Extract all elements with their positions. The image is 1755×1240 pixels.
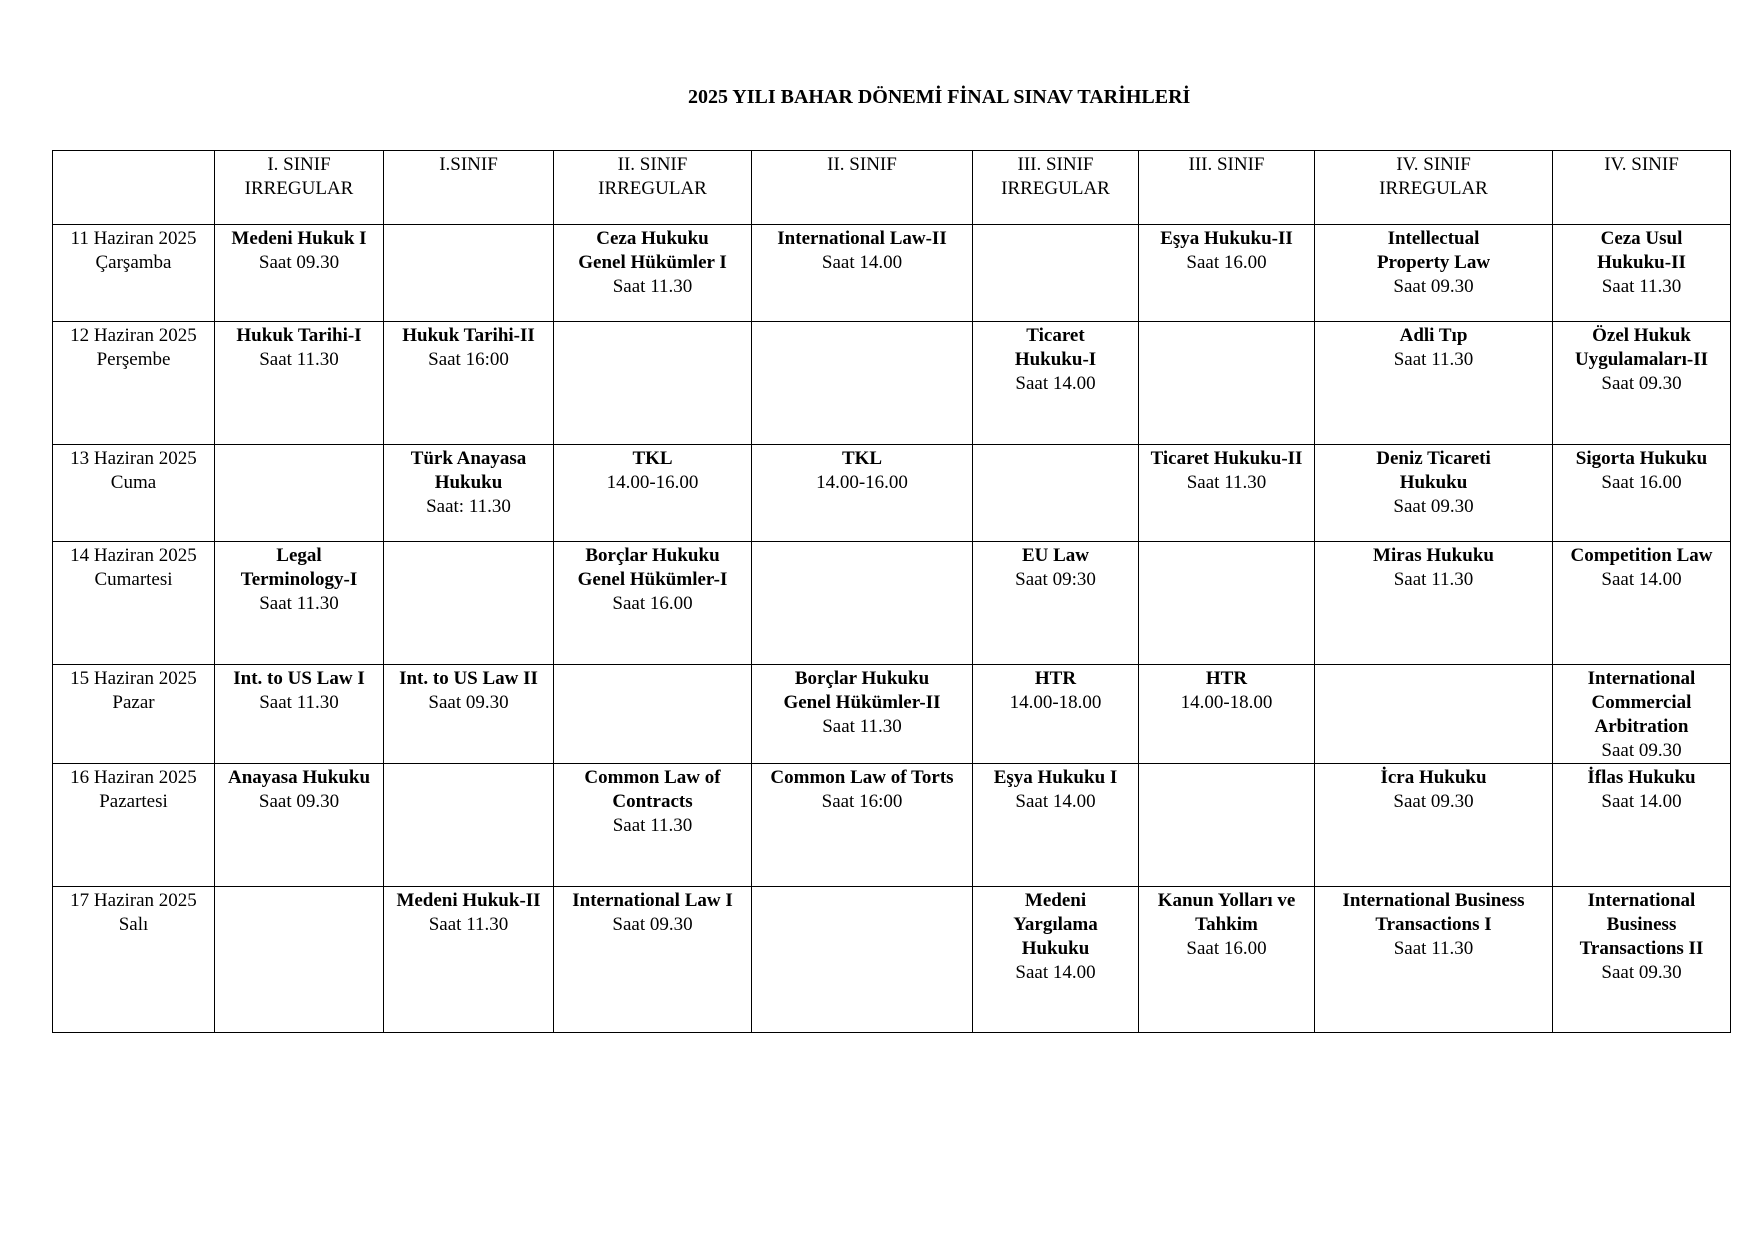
course-name: Hukuku-I [1014,349,1097,370]
course-name: Sigorta Hukuku [1575,448,1708,469]
exam-time: Saat 11.30 [1393,349,1474,370]
course-name: Contracts [612,791,693,812]
exam-time: Saat 14.00 [1601,791,1682,812]
course-name: Terminology-I [240,569,358,590]
exam-cell [384,764,554,887]
exam-time: Saat 16.00 [1186,938,1267,959]
exam-day: Pazar [112,692,155,713]
exam-time: Saat 09.30 [612,914,693,935]
course-name: HTR [1034,668,1077,689]
schedule-row [53,322,1731,445]
exam-time: Saat 11.30 [612,815,693,836]
exam-time: Saat 09.30 [1393,791,1474,812]
column-header [1139,151,1315,225]
course-name: Arbitration [1594,716,1689,737]
exam-date: 14 Haziran 2025 [70,545,197,566]
course-name: Uygulamaları-II [1575,349,1708,370]
exam-time: Saat 16:00 [821,791,903,812]
exam-cell [1315,445,1553,542]
course-name: International Law-II [777,228,947,249]
course-name: International [1587,668,1696,689]
exam-cell [554,764,752,887]
column-header-line: III. SINIF [1188,154,1265,175]
exam-day: Perşembe [96,349,171,370]
column-header-line: IV. SINIF [1604,154,1679,175]
exam-cell [973,322,1139,445]
course-name: İflas Hukuku [1587,767,1696,788]
exam-cell [554,542,752,665]
course-name: EU Law [1021,545,1090,566]
exam-cell [1553,764,1731,887]
exam-day: Çarşamba [95,252,172,273]
course-name: Adli Tıp [1399,325,1468,346]
exam-cell [973,542,1139,665]
exam-cell [1139,665,1315,764]
course-name: Common Law of Torts [770,767,954,788]
schedule-row [53,542,1731,665]
exam-date: 12 Haziran 2025 [70,325,197,346]
exam-time: Saat 09.30 [1393,276,1474,297]
exam-cell [752,225,973,322]
course-name: Common Law of [584,767,721,788]
schedule-row [53,887,1731,1033]
date-cell [53,887,215,1033]
date-cell [53,665,215,764]
course-name: Property Law [1376,252,1491,273]
exam-cell [1139,445,1315,542]
exam-cell [1553,322,1731,445]
exam-cell [1139,322,1315,445]
course-name: International Business [1342,890,1525,911]
column-header-line: IRREGULAR [1001,178,1110,199]
course-name: Int. to US Law I [233,668,365,689]
course-name: Commercial [1591,692,1692,713]
course-name: Borçlar Hukuku [794,668,930,689]
exam-time: Saat 14.00 [821,252,903,273]
exam-cell [1315,887,1553,1033]
exam-day: Salı [118,914,149,935]
exam-time: Saat 09:30 [1015,569,1096,590]
exam-cell [1315,542,1553,665]
course-name: Ticaret Hukuku-II [1150,448,1303,469]
schedule-row [53,445,1731,542]
exam-cell [215,445,384,542]
exam-cell [1315,764,1553,887]
course-name: Competition Law [1570,545,1713,566]
course-name: Türk Anayasa [410,448,527,469]
course-name: Hukuk Tarihi-I [236,325,362,346]
exam-time: Saat 16.00 [1186,252,1267,273]
exam-cell [1315,322,1553,445]
exam-cell [554,445,752,542]
course-name: International [1587,890,1696,911]
course-name: Tahkim [1195,914,1258,935]
course-name: Ceza Usul [1600,228,1683,249]
course-name: Int. to US Law II [399,668,538,689]
exam-time: Saat 11.30 [612,276,693,297]
course-name: Genel Hükümler-I [577,569,728,590]
exam-cell [215,225,384,322]
column-header [554,151,752,225]
course-name: Eşya Hukuku I [993,767,1118,788]
course-name: Ticaret [1026,325,1085,346]
course-name: TKL [632,448,673,469]
course-name: Eşya Hukuku-II [1160,228,1293,249]
column-header-line: I.SINIF [439,154,498,175]
column-header [384,151,554,225]
course-name: Hukuk Tarihi-II [402,325,535,346]
exam-date: 11 Haziran 2025 [70,228,197,249]
date-cell [53,445,215,542]
exam-time: Saat 14.00 [1015,791,1096,812]
exam-time: Saat 09.30 [258,252,340,273]
course-name: Transactions I [1375,914,1492,935]
course-name: İcra Hukuku [1380,767,1487,788]
column-header-line: II. SINIF [617,154,688,175]
exam-cell [752,322,973,445]
exam-cell [215,764,384,887]
schedule-row [53,764,1731,887]
date-cell [53,322,215,445]
date-cell [53,764,215,887]
date-cell [53,225,215,322]
exam-day: Pazartesi [99,791,168,812]
course-name: Genel Hükümler I [578,252,727,273]
exam-cell [554,322,752,445]
column-header [1553,151,1731,225]
schedule-row [53,665,1731,764]
exam-time: Saat 11.30 [1186,472,1267,493]
exam-schedule-table [52,150,1731,1033]
column-header [215,151,384,225]
course-name: Yargılama [1013,914,1098,935]
exam-time: Saat 11.30 [822,716,902,737]
exam-time: Saat 11.30 [259,593,339,614]
exam-cell [1553,665,1731,764]
exam-time: Saat 11.30 [1393,938,1474,959]
course-name: Miras Hukuku [1373,545,1494,566]
exam-cell [215,887,384,1033]
exam-cell [1315,665,1553,764]
exam-cell [1553,542,1731,665]
exam-time: Saat 09.30 [1393,496,1474,517]
exam-cell [973,665,1139,764]
exam-time: 14.00-16.00 [606,472,699,493]
schedule-row [53,225,1731,322]
exam-time: Saat 09.30 [1601,373,1682,394]
column-header [1315,151,1553,225]
exam-time: Saat 11.30 [259,349,339,370]
column-header-line: I. SINIF [267,154,331,175]
header-row [53,151,1731,225]
course-name: Ceza Hukuku [596,228,709,249]
date-cell [53,542,215,665]
course-name: Deniz Ticareti [1376,448,1491,469]
course-name: Intellectual [1387,228,1480,249]
course-name: Legal [276,545,322,566]
exam-cell [752,665,973,764]
exam-cell [554,225,752,322]
corner-cell [53,151,215,225]
column-header-line: IRREGULAR [598,178,707,199]
course-name: Business [1606,914,1677,935]
exam-time: Saat 09.30 [1601,962,1682,983]
exam-time: Saat 16.00 [1601,472,1682,493]
exam-time: Saat 11.30 [259,692,339,713]
exam-cell [973,225,1139,322]
exam-cell [384,665,554,764]
exam-cell [1139,887,1315,1033]
course-name: Anayasa Hukuku [227,767,371,788]
course-name: Hukuku [1399,472,1468,493]
exam-day: Cuma [110,472,157,493]
exam-cell [554,665,752,764]
exam-cell [215,322,384,445]
exam-cell [973,887,1139,1033]
exam-cell [384,225,554,322]
exam-cell [1139,542,1315,665]
exam-time: Saat 14.00 [1015,373,1096,394]
course-name: Genel Hükümler-II [783,692,941,713]
exam-cell [384,887,554,1033]
column-header-line: IRREGULAR [1379,178,1488,199]
schedule-body [53,151,1731,1033]
exam-time: Saat: 11.30 [426,496,511,517]
column-header-line: II. SINIF [827,154,897,175]
exam-time: Saat 16:00 [428,349,509,370]
course-name: Hukuku-II [1597,252,1686,273]
course-name: Transactions II [1579,938,1704,959]
exam-cell [215,542,384,665]
page-title: 2025 YILI BAHAR DÖNEMİ FİNAL SINAV TARİHLERİ [688,86,1191,108]
exam-cell [554,887,752,1033]
exam-time: Saat 16.00 [612,593,693,614]
exam-time: Saat 09.30 [428,692,509,713]
exam-date: 17 Haziran 2025 [70,890,197,911]
exam-cell [752,764,973,887]
exam-cell [215,665,384,764]
exam-cell [752,887,973,1033]
exam-cell [1139,225,1315,322]
course-name: Hukuku [1021,938,1090,959]
exam-cell [384,445,554,542]
exam-time: 14.00-18.00 [1009,692,1102,713]
exam-time: Saat 11.30 [1393,569,1474,590]
column-header-line: III. SINIF [1017,154,1094,175]
exam-time: 14.00-16.00 [816,472,908,493]
exam-cell [973,764,1139,887]
exam-day: Cumartesi [94,569,173,590]
exam-time: Saat 14.00 [1015,962,1096,983]
exam-time: Saat 09.30 [1601,740,1682,761]
exam-cell [1553,225,1731,322]
exam-date: 16 Haziran 2025 [70,767,197,788]
column-header-line: IRREGULAR [244,178,354,199]
column-header [973,151,1139,225]
course-name: TKL [841,448,883,469]
exam-cell [1315,225,1553,322]
course-name: Kanun Yolları ve [1157,890,1296,911]
exam-cell [384,542,554,665]
course-name: Borçlar Hukuku [585,545,720,566]
exam-cell [1139,764,1315,887]
course-name: Medeni Hukuk-II [396,890,541,911]
exam-cell [1553,445,1731,542]
exam-time: Saat 09.30 [258,791,340,812]
course-name: Hukuku [434,472,503,493]
exam-cell [1553,887,1731,1033]
exam-cell [384,322,554,445]
exam-date: 13 Haziran 2025 [70,448,197,469]
exam-time: Saat 14.00 [1601,569,1682,590]
exam-cell [973,445,1139,542]
exam-cell [752,542,973,665]
course-name: International Law I [572,890,733,911]
exam-cell [752,445,973,542]
course-name: Medeni [1024,890,1087,911]
course-name: HTR [1205,668,1248,689]
course-name: Özel Hukuk [1592,325,1691,346]
exam-time: 14.00-18.00 [1180,692,1273,713]
exam-time: Saat 11.30 [1601,276,1682,297]
exam-time: Saat 11.30 [428,914,509,935]
column-header [752,151,973,225]
column-header-line: IV. SINIF [1396,154,1471,175]
course-name: Medeni Hukuk I [231,228,367,249]
exam-date: 15 Haziran 2025 [70,668,197,689]
